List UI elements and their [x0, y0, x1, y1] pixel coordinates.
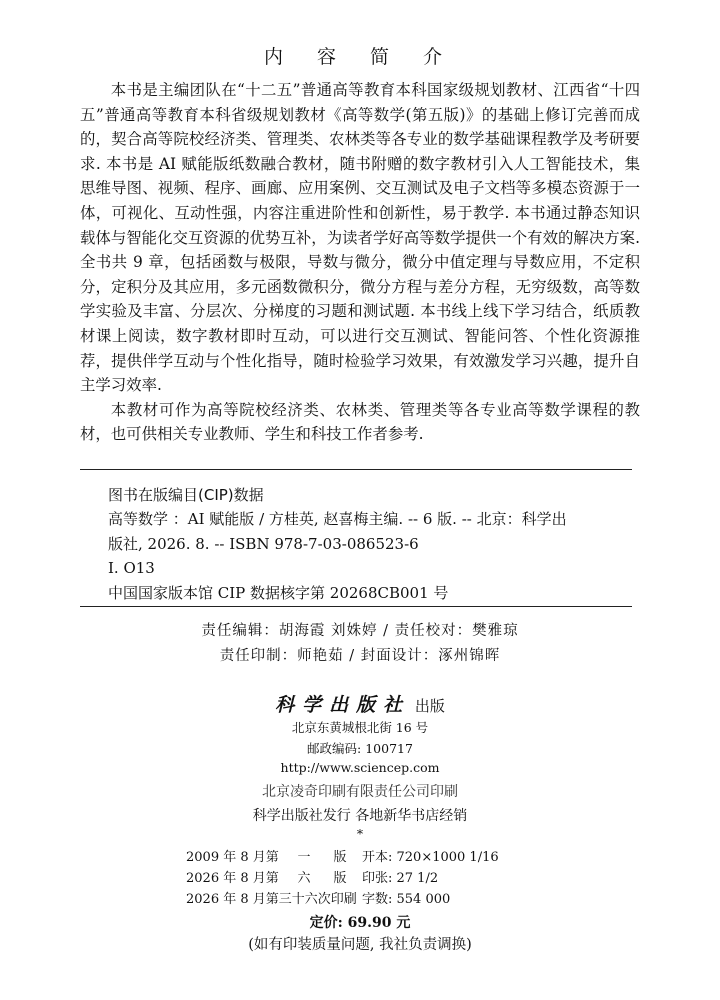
summary-paragraph-1: 本书是主编团队在“十二五”普通高等教育本科国家级规划教材、江西省“十四五”普通高等教育本科省级规划教材《高等数学(第五版)》的基础上修订完善而成的，契合高等院校经济类、管理类、农林类等各专业的数学基础课程教学及考研要求. 本书是 AI 赋能版纸数融合教材，随书附赠的数字教材引入人工智能技术，集思维导图、视频、程序、画廊、应用案例、交互测试及电子文档等多模态资源于一体，可视化、互动性强，内容注重进阶性和创新性，易于教学. 本书通过静态知识载体与智能化交互资源的优势互补，为读者学好高等数学提供一个有效的解决方案. 全书共 9 章，包括函数与极限，导数与微分，微分中值定理与导数应用，不定积分，定积分及其应用，多元函数微积分，微分方程与差分方程，无穷级数，高等数学实验及丰富、分层次、分梯度的习题和测试题. 本书线上线下学习结合，纸质教材课上阅读，数字教材即时互动，可以进行交互测试、智能问答、个性化资源推荐，提供伴学互动与个性化指导，随时检验学习效果，有效激发学习兴趣，提升自主学习效率.: [80, 81, 640, 395]
price: 定价: 69.90 元: [309, 915, 411, 931]
publisher-suffix: 出版: [414, 697, 445, 715]
edition-row: 2026 年 8 月第 六 版 印张: 27 1/2: [186, 871, 439, 886]
staff-line-1: 责任编辑：胡海霞 刘姝婷 / 责任校对：樊雅琼: [201, 623, 519, 639]
publisher-url: http://www.sciencep.com: [280, 760, 440, 775]
cip-line-3: Ⅰ. O13: [108, 559, 155, 577]
summary-paragraph-2: 本教材可作为高等院校经济类、农林类、管理类等各专业高等数学课程的教材，也可供相关专业教师、学生和科技工作者参考.: [80, 400, 640, 444]
publisher-line: [0, 690, 720, 717]
publisher-address: 北京东黄城根北街 16 号: [291, 720, 429, 735]
cip-data: [108, 507, 640, 605]
edition-row: 2026 年 8 月第三十六次印刷 字数: 554 000: [186, 892, 451, 907]
page-title: 内 容 简 介: [263, 46, 457, 68]
cip-line-1: 高等数学 ：AI 赋能版 / 方桂英, 赵喜梅主编. -- 6 版. -- 北京：科学出: [108, 510, 567, 528]
divider-top: [80, 469, 632, 470]
cip-heading: 图书在版编目(CIP)数据: [108, 486, 264, 504]
staff-line-2: 责任印制：师艳茹 / 封面设计：涿州锦晖: [219, 648, 501, 664]
distribution-line: 科学出版社发行 各地新华书店经销: [252, 808, 468, 824]
book-summary: [80, 78, 640, 447]
printer-line: 北京凌奇印刷有限责任公司印刷: [262, 784, 458, 800]
divider-bottom: [80, 606, 632, 607]
publisher-logo: 科学出版社: [275, 694, 411, 716]
cip-line-4: 中国国家版本馆 CIP 数据核字第 20268CB001 号: [108, 583, 449, 602]
edition-info: [186, 847, 499, 910]
quality-notice: (如有印装质量问题, 我社负责调换): [248, 937, 472, 953]
publisher-postcode: 邮政编码: 100717: [307, 741, 413, 756]
edition-row: 2009 年 8 月第 一 版 开本: 720×1000 1/16: [186, 850, 499, 865]
separator-star: *: [356, 826, 364, 841]
cip-line-2: 版社, 2026. 8. -- ISBN 978-7-03-086523-6: [108, 534, 419, 553]
